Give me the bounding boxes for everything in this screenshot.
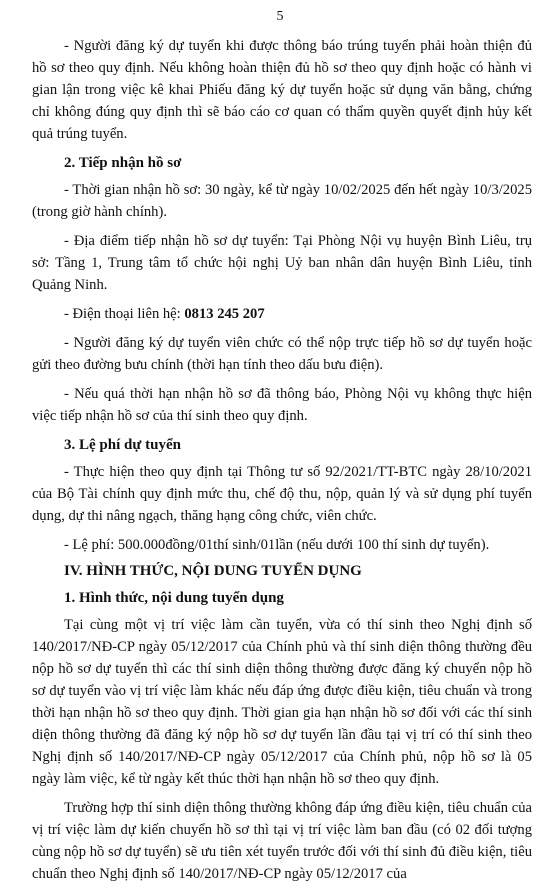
heading-le-phi: 3. Lệ phí dự tuyển — [64, 437, 181, 453]
paragraph-vi-tri-viec-lam: Tại cùng một vị trí việc làm cần tuyển, vừa có thí sinh theo Nghị định số 140/2017/NĐ-CP ngày 05/12/2017 của Chính phủ và thí sinh diện thông thường đều nộp hồ sơ dự tuyển thì các thí sinh diện thông thường được đăng ký chuyển nộp hồ sơ dự tuyển vào vị trí việc làm khác nếu đáp ứng được điều kiện, tiêu chuẩn và trong thời hạn nhận hồ sơ theo quy định. Thời gian gia hạn nhận hồ sơ đối với các thí sinh diện thông thường đã đăng ký nộp hồ sơ dự tuyển lần đầu tại vị trí có thí sinh theo Nghị định số 140/2017/NĐ-CP ngày 05/12/2017 của Chính phủ, nộp hồ sơ là 05 ngày làm việc, kể từ ngày kết thúc thời hạn nhận hồ sơ theo quy định. — [32, 617, 532, 787]
paragraph-le-phi: - Lệ phí: 500.000đồng/01thí sinh/01lần (nếu dưới 100 thí sinh dự tuyển). — [64, 537, 490, 553]
paragraph-hoan-thien-ho-so: - Người đăng ký dự tuyển khi được thông báo trúng tuyển phải hoàn thiện đủ hồ sơ theo quy định. Nếu không hoàn thiện đủ hồ sơ theo quy định hoặc có hành vi gian lận trong việc kê khai Phiếu đăng ký dự tuyển hoặc sử dụng văn bằng, chứng chỉ không đúng quy định thì sẽ báo cáo cơ quan có thẩm quyền quyết định hủy kết quả trúng tuyển. — [32, 38, 532, 142]
paragraph-truong-hop: Trường hợp thí sinh diện thông thường không đáp ứng điều kiện, tiêu chuẩn của vị trí việc làm dự kiến chuyển hồ sơ thì tại vị trí việc làm ban đầu (có 02 đối tượng cùng nộp hồ sơ dự tuyển) sẽ ưu tiên xét tuyển trước đối với thí sinh đủ điều kiện, tiêu chuẩn theo Nghị định số 140/2017/NĐ-CP ngày 05/12/2017 của — [32, 800, 532, 882]
paragraph-thoi-gian-nhan: - Thời gian nhận hồ sơ: 30 ngày, kể từ ngày 10/02/2025 đến hết ngày 10/3/2025 (trong giờ hành chính). — [32, 182, 532, 220]
document-body — [32, 35, 532, 892]
paragraph-qua-thoi-han: - Nếu quá thời hạn nhận hồ sơ đã thông báo, Phòng Nội vụ không thực hiện việc tiếp nhận hồ sơ của thí sinh theo quy định. — [32, 386, 532, 424]
phone-label: - Điện thoại liên hệ: — [64, 306, 185, 322]
paragraph-thong-tu: - Thực hiện theo quy định tại Thông tư số 92/2021/TT-BTC ngày 28/10/2021 của Bộ Tài chính quy định mức thu, chế độ thu, nộp, quản lý và sử dụng phí tuyển dụng, dự thi nâng ngạch, thăng hạng công chức, viên chức. — [32, 464, 532, 524]
paragraph-dien-thoai — [32, 303, 532, 325]
heading-tiep-nhan-ho-so: 2. Tiếp nhận hồ sơ — [64, 155, 182, 171]
heading-section-iv: IV. HÌNH THỨC, NỘI DUNG TUYỂN DỤNG — [64, 563, 362, 579]
heading-hinh-thuc: 1. Hình thức, nội dung tuyển dụng — [64, 590, 284, 606]
page-number: 5 — [276, 9, 284, 24]
paragraph-dia-diem: - Địa điểm tiếp nhận hồ sơ dự tuyển: Tại Phòng Nội vụ huyện Bình Liêu, trụ sở: Tầng 1, Trung tâm tổ chức hội nghị Uỷ ban nhân dân huyện Bình Liêu, tỉnh Quảng Ninh. — [32, 233, 532, 293]
paragraph-nop-truc-tiep: - Người đăng ký dự tuyển viên chức có thể nộp trực tiếp hồ sơ dự tuyển hoặc gửi theo đường bưu chính (thời hạn tính theo dấu bưu điện). — [32, 335, 532, 373]
phone-number: 0813 245 207 — [184, 306, 265, 322]
